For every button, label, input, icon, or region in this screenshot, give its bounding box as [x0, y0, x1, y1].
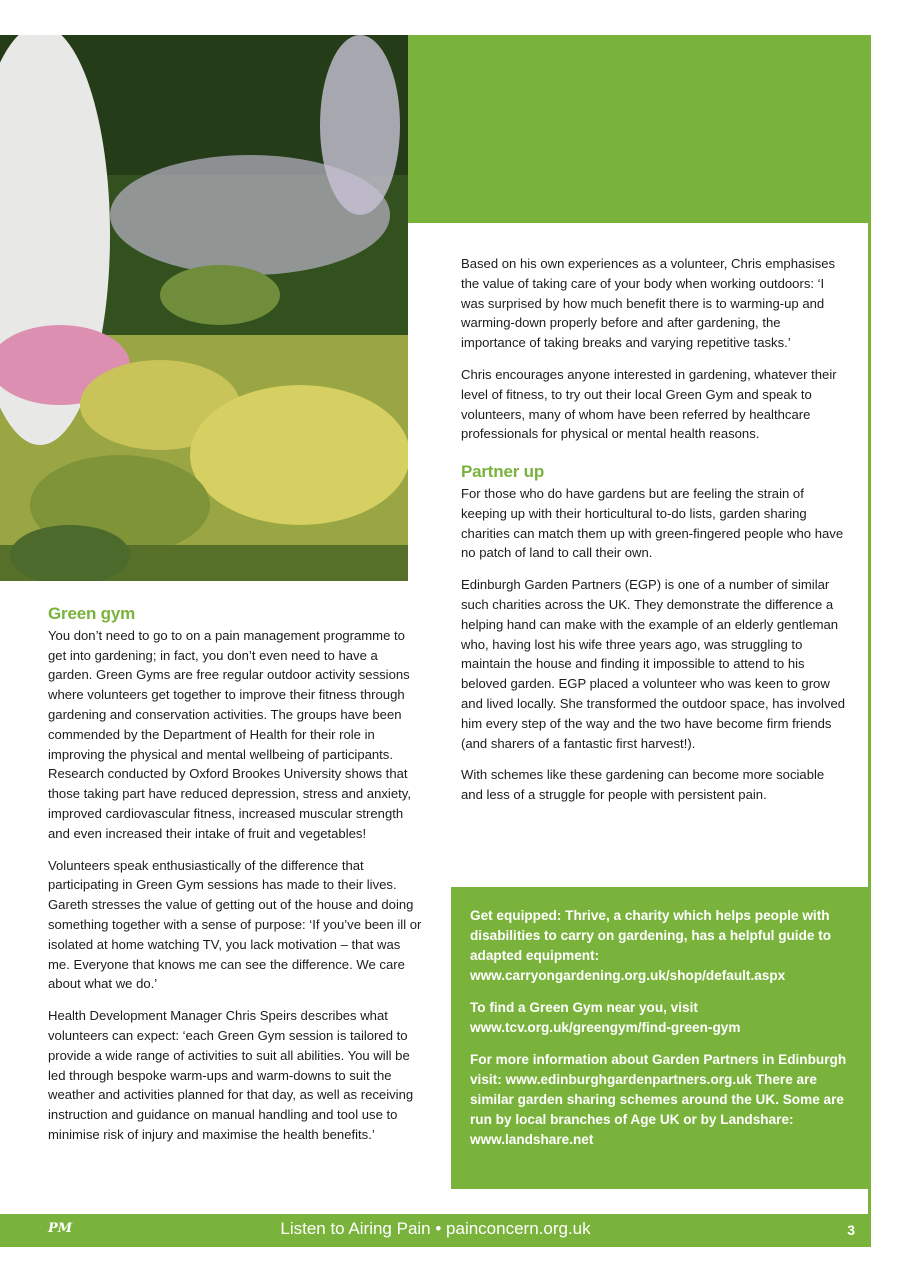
paragraph: Chris encourages anyone interested in gardening, whatever their level of fitness, to try out their local Green Gym and speak to volunteers, many of whom have been referred by healthcare professionals for physical or mental health reasons. — [461, 366, 837, 442]
paragraph: Health Development Manager Chris Speirs describes what volunteers can expect: ‘each Green Gym session is tailored to provide a wide range of activities to suit all abilities. You will be led through bespoke warm-ups and warm-downs to suit the weather and activities planned for that day, as well as receiving instruction and guidance on manual handling and tool use to minimise risk of injury and maximise the health benefits.’ — [48, 1008, 414, 1142]
page-footer — [0, 1214, 871, 1247]
callout-item: Get equipped: Thrive, a charity which helps people with disabilities to carry on gardening, has a helpful guide to adapted equipment: www.carryongardening.org.uk/shop/default.aspx — [470, 908, 832, 983]
green-gym-heading: Green gym — [48, 604, 136, 623]
pain-concern-logo: PM — [48, 1221, 73, 1236]
page-number: 3 — [847, 1222, 855, 1238]
paragraph: For those who do have gardens but are feeling the strain of keeping up with their horticultural to-do lists, garden sharing charities can match them up with green-fingered people who have no patch of land to call their own. — [461, 485, 844, 561]
garden-flowers-photo — [0, 35, 408, 581]
paragraph: Edinburgh Garden Partners (EGP) is one of a number of similar such charities across the UK. They demonstrate the difference a helping hand can make with the example of an elderly gentleman who, having lost his wife three years ago, was struggling to maintain the house and finding it impossible to attend to his beloved garden. EGP placed a volunteer who was keen to grow and lived locally. She transformed the outdoor space, has involved him every step of the way and the two have become firm friends (and sharers of a fantastic first harvest!). — [461, 577, 846, 751]
flower-illustration — [0, 35, 408, 581]
paragraph: Based on his own experiences as a volunteer, Chris emphasises the value of taking care of your body when working outdoors: ‘I was surprised by how much benefit there is to warming-up and warming-down properly before and after gardening, the importance of taking breaks and varying repetitive tasks.’ — [461, 256, 836, 351]
left-column — [48, 604, 423, 1157]
right-column — [461, 254, 846, 817]
resources-callout-box — [451, 887, 871, 1189]
partner-up-heading: Partner up — [461, 462, 545, 482]
callout-item: To find a Green Gym near you, visit www.tcv.org.uk/greengym/find-green-gym — [470, 1000, 741, 1035]
header-green-block — [408, 35, 871, 223]
callout-item: For more information about Garden Partners in Edinburgh visit: www.edinburghgardenpartners.org.uk There are similar garden sharing schemes around the UK. Some are run by local branches of Age UK or by Landshare: www.landshare.net — [470, 1052, 847, 1147]
paragraph: With schemes like these gardening can become more sociable and less of a struggle for people with persistent pain. — [461, 767, 825, 803]
footer-tagline: Listen to Airing Pain • painconcern.org.uk — [280, 1219, 591, 1238]
paragraph: Volunteers speak enthusiastically of the difference that participating in Green Gym sessions has made to their lives. Gareth stresses the value of getting out of the house and doing something together with a sense of purpose: ‘If you’ve been ill or isolated at home watching TV, you lack motivation – that was me. Everyone that knows me can see the difference. We care about what we do.’ — [48, 857, 422, 992]
paragraph: You don’t need to go to on a pain management programme to get into gardening; in fact, you don’t even need to have a garden. Green Gyms are free regular outdoor activity sessions where volunteers get together to improve their fitness through gardening and conservation activities. The groups have been commended by the Department of Health for their role in improving the physical and mental wellbeing of participants. Research conducted by Oxford Brookes University shows that those taking part have reduced depression, stress and anxiety, improved cardiovascular fitness, increased muscular strength and even increased their intake of fruit and vegetables! — [48, 627, 411, 841]
